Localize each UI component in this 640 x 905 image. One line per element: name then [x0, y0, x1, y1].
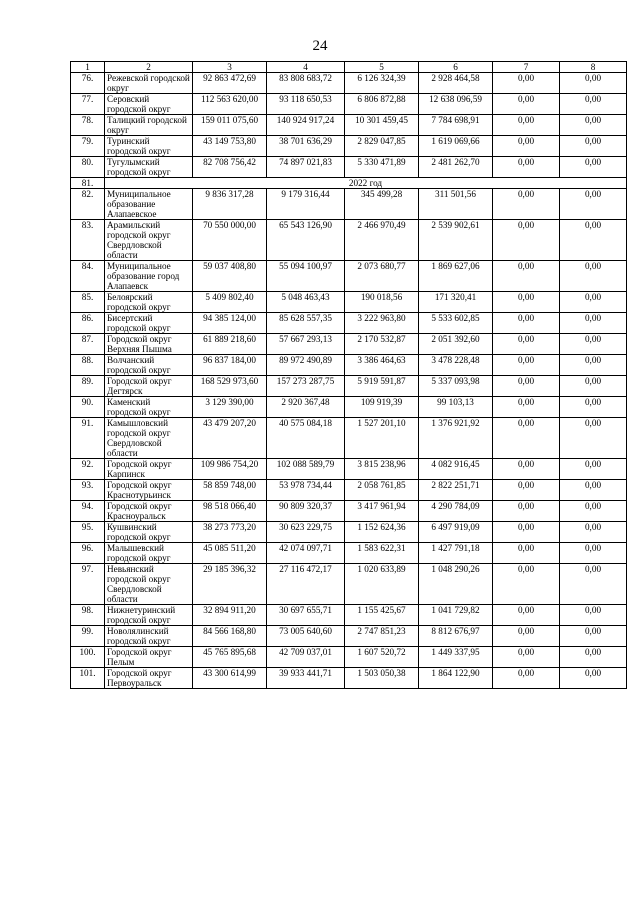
amount-cell-c8: 0,00 [560, 605, 627, 626]
municipality-name: Белоярский городской округ [105, 292, 193, 313]
amount-cell-c6: 311 501,56 [419, 189, 493, 220]
table-row [71, 115, 627, 136]
amount-cell-c3: 58 859 748,00 [193, 480, 267, 501]
municipality-name: Волчанский городской округ [105, 355, 193, 376]
amount-cell-c8: 0,00 [560, 292, 627, 313]
amount-cell-c6: 171 320,41 [419, 292, 493, 313]
municipality-name: Камышловский городской округ Свердловской области [105, 418, 193, 459]
table-row [71, 668, 627, 689]
amount-cell-c6: 4 290 784,09 [419, 501, 493, 522]
amount-cell-c4: 85 628 557,35 [267, 313, 345, 334]
amount-cell-c6: 5 533 602,85 [419, 313, 493, 334]
table-row [71, 292, 627, 313]
amount-cell-c7: 0,00 [493, 334, 560, 355]
amount-cell-c5: 2 073 680,77 [345, 261, 419, 292]
column-header: 5 [345, 62, 419, 73]
amount-cell-c7: 0,00 [493, 157, 560, 178]
municipality-name: Муниципальное образование город Алапаевск [105, 261, 193, 292]
row-number: 85. [71, 292, 105, 313]
amount-cell-c7: 0,00 [493, 313, 560, 334]
column-header: 6 [419, 62, 493, 73]
table-row [71, 157, 627, 178]
amount-cell-c3: 109 986 754,20 [193, 459, 267, 480]
table-row [71, 261, 627, 292]
amount-cell-c3: 98 518 066,40 [193, 501, 267, 522]
amount-cell-c8: 0,00 [560, 522, 627, 543]
table-row [71, 564, 627, 605]
amount-cell-c8: 0,00 [560, 313, 627, 334]
amount-cell-c8: 0,00 [560, 261, 627, 292]
amount-cell-c4: 83 808 683,72 [267, 73, 345, 94]
municipality-name: Городской округ Карпинск [105, 459, 193, 480]
amount-cell-c3: 32 894 911,20 [193, 605, 267, 626]
amount-cell-c7: 0,00 [493, 94, 560, 115]
municipality-name: Арамильский городской округ Свердловской области [105, 220, 193, 261]
municipality-name: Малышевский городской округ [105, 543, 193, 564]
amount-cell-c4: 38 701 636,29 [267, 136, 345, 157]
amount-cell-c7: 0,00 [493, 626, 560, 647]
amount-cell-c8: 0,00 [560, 157, 627, 178]
amount-cell-c5: 3 222 963,80 [345, 313, 419, 334]
year-label: 2022 год [105, 178, 627, 189]
amount-cell-c6: 1 041 729,82 [419, 605, 493, 626]
amount-cell-c5: 1 020 633,89 [345, 564, 419, 605]
amount-cell-c3: 45 085 511,20 [193, 543, 267, 564]
amount-cell-c5: 5 919 591,87 [345, 376, 419, 397]
amount-cell-c3: 112 563 620,00 [193, 94, 267, 115]
amount-cell-c6: 2 928 464,58 [419, 73, 493, 94]
row-number: 90. [71, 397, 105, 418]
amount-cell-c5: 2 058 761,85 [345, 480, 419, 501]
amount-cell-c8: 0,00 [560, 73, 627, 94]
amount-cell-c8: 0,00 [560, 220, 627, 261]
amount-cell-c3: 5 409 802,40 [193, 292, 267, 313]
amount-cell-c8: 0,00 [560, 94, 627, 115]
amount-cell-c8: 0,00 [560, 564, 627, 605]
municipality-name: Талицкий городской округ [105, 115, 193, 136]
row-number: 101. [71, 668, 105, 689]
table-row [71, 73, 627, 94]
budget-table [70, 61, 627, 689]
row-number: 99. [71, 626, 105, 647]
table-row [71, 136, 627, 157]
amount-cell-c3: 70 550 000,00 [193, 220, 267, 261]
table-row [71, 459, 627, 480]
amount-cell-c4: 5 048 463,43 [267, 292, 345, 313]
amount-cell-c4: 55 094 100,97 [267, 261, 345, 292]
amount-cell-c3: 84 566 168,80 [193, 626, 267, 647]
row-number: 98. [71, 605, 105, 626]
amount-cell-c7: 0,00 [493, 220, 560, 261]
amount-cell-c3: 43 479 207,20 [193, 418, 267, 459]
row-number: 93. [71, 480, 105, 501]
row-number: 80. [71, 157, 105, 178]
amount-cell-c7: 0,00 [493, 543, 560, 564]
amount-cell-c4: 157 273 287,75 [267, 376, 345, 397]
amount-cell-c5: 1 503 050,38 [345, 668, 419, 689]
row-number: 92. [71, 459, 105, 480]
amount-cell-c7: 0,00 [493, 397, 560, 418]
amount-cell-c6: 1 427 791,18 [419, 543, 493, 564]
amount-cell-c4: 89 972 490,89 [267, 355, 345, 376]
table-row [71, 543, 627, 564]
amount-cell-c5: 6 126 324,39 [345, 73, 419, 94]
amount-cell-c6: 3 478 228,48 [419, 355, 493, 376]
amount-cell-c7: 0,00 [493, 522, 560, 543]
amount-cell-c5: 6 806 872,88 [345, 94, 419, 115]
row-number: 91. [71, 418, 105, 459]
amount-cell-c7: 0,00 [493, 605, 560, 626]
municipality-name: Городской округ Красноуральск [105, 501, 193, 522]
row-number: 97. [71, 564, 105, 605]
amount-cell-c5: 2 170 532,87 [345, 334, 419, 355]
row-number: 76. [71, 73, 105, 94]
column-header: 7 [493, 62, 560, 73]
amount-cell-c3: 43 300 614,99 [193, 668, 267, 689]
amount-cell-c7: 0,00 [493, 292, 560, 313]
amount-cell-c5: 1 583 622,31 [345, 543, 419, 564]
amount-cell-c6: 6 497 919,09 [419, 522, 493, 543]
row-number: 88. [71, 355, 105, 376]
amount-cell-c8: 0,00 [560, 115, 627, 136]
amount-cell-c5: 3 815 238,96 [345, 459, 419, 480]
row-number: 83. [71, 220, 105, 261]
amount-cell-c4: 53 978 734,44 [267, 480, 345, 501]
municipality-name: Городской округ Первоуральск [105, 668, 193, 689]
amount-cell-c6: 1 376 921,92 [419, 418, 493, 459]
municipality-name: Невьянский городской округ Свердловской области [105, 564, 193, 605]
amount-cell-c4: 74 897 021,83 [267, 157, 345, 178]
table-body [71, 73, 627, 689]
amount-cell-c6: 2 539 902,61 [419, 220, 493, 261]
column-header: 1 [71, 62, 105, 73]
row-number: 86. [71, 313, 105, 334]
municipality-name: Туринский городской округ [105, 136, 193, 157]
amount-cell-c8: 0,00 [560, 376, 627, 397]
row-number: 100. [71, 647, 105, 668]
amount-cell-c7: 0,00 [493, 564, 560, 605]
amount-cell-c8: 0,00 [560, 668, 627, 689]
amount-cell-c5: 2 466 970,49 [345, 220, 419, 261]
amount-cell-c6: 8 812 676,97 [419, 626, 493, 647]
amount-cell-c7: 0,00 [493, 73, 560, 94]
row-number: 77. [71, 94, 105, 115]
table-row [71, 334, 627, 355]
amount-cell-c7: 0,00 [493, 115, 560, 136]
amount-cell-c4: 39 933 441,71 [267, 668, 345, 689]
amount-cell-c7: 0,00 [493, 647, 560, 668]
municipality-name: Муниципальное образование Алапаевское [105, 189, 193, 220]
amount-cell-c6: 1 449 337,95 [419, 647, 493, 668]
amount-cell-c4: 57 667 293,13 [267, 334, 345, 355]
amount-cell-c4: 65 543 126,90 [267, 220, 345, 261]
amount-cell-c4: 9 179 316,44 [267, 189, 345, 220]
amount-cell-c8: 0,00 [560, 418, 627, 459]
amount-cell-c5: 1 152 624,36 [345, 522, 419, 543]
amount-cell-c4: 102 088 589,79 [267, 459, 345, 480]
amount-cell-c3: 29 185 396,32 [193, 564, 267, 605]
table-row [71, 376, 627, 397]
amount-cell-c7: 0,00 [493, 668, 560, 689]
column-header: 8 [560, 62, 627, 73]
amount-cell-c3: 43 149 753,80 [193, 136, 267, 157]
amount-cell-c8: 0,00 [560, 189, 627, 220]
amount-cell-c5: 2 747 851,23 [345, 626, 419, 647]
amount-cell-c7: 0,00 [493, 480, 560, 501]
table-row [71, 605, 627, 626]
amount-cell-c5: 345 499,28 [345, 189, 419, 220]
page-number: 24 [312, 38, 328, 54]
municipality-name: Серовский городской округ [105, 94, 193, 115]
amount-cell-c4: 140 924 917,24 [267, 115, 345, 136]
amount-cell-c6: 2 822 251,71 [419, 480, 493, 501]
municipality-name: Городской округ Пелым [105, 647, 193, 668]
amount-cell-c5: 1 527 201,10 [345, 418, 419, 459]
column-header: 3 [193, 62, 267, 73]
amount-cell-c5: 1 607 520,72 [345, 647, 419, 668]
amount-cell-c8: 0,00 [560, 136, 627, 157]
municipality-name: Нижнетуринский городской округ [105, 605, 193, 626]
amount-cell-c4: 93 118 650,53 [267, 94, 345, 115]
amount-cell-c3: 159 011 075,60 [193, 115, 267, 136]
table-row [71, 397, 627, 418]
column-number-row [71, 62, 627, 73]
row-number: 79. [71, 136, 105, 157]
row-number: 94. [71, 501, 105, 522]
table-row [71, 189, 627, 220]
municipality-name: Кушвинский городской округ [105, 522, 193, 543]
municipality-name: Бисертский городской округ [105, 313, 193, 334]
amount-cell-c5: 109 919,39 [345, 397, 419, 418]
table-row [71, 418, 627, 459]
amount-cell-c5: 5 330 471,89 [345, 157, 419, 178]
amount-cell-c5: 3 417 961,94 [345, 501, 419, 522]
amount-cell-c4: 30 623 229,75 [267, 522, 345, 543]
amount-cell-c7: 0,00 [493, 261, 560, 292]
row-number: 96. [71, 543, 105, 564]
amount-cell-c8: 0,00 [560, 647, 627, 668]
amount-cell-c6: 2 481 262,70 [419, 157, 493, 178]
amount-cell-c3: 61 889 218,60 [193, 334, 267, 355]
table-row [71, 313, 627, 334]
table-row [71, 355, 627, 376]
amount-cell-c6: 12 638 096,59 [419, 94, 493, 115]
amount-cell-c7: 0,00 [493, 376, 560, 397]
amount-cell-c6: 1 619 069,66 [419, 136, 493, 157]
amount-cell-c8: 0,00 [560, 543, 627, 564]
amount-cell-c8: 0,00 [560, 334, 627, 355]
municipality-name: Городской округ Верхняя Пышма [105, 334, 193, 355]
amount-cell-c8: 0,00 [560, 626, 627, 647]
amount-cell-c5: 190 018,56 [345, 292, 419, 313]
amount-cell-c4: 42 074 097,71 [267, 543, 345, 564]
row-number: 89. [71, 376, 105, 397]
amount-cell-c7: 0,00 [493, 501, 560, 522]
municipality-name: Тугулымский городской округ [105, 157, 193, 178]
row-number: 78. [71, 115, 105, 136]
column-header: 2 [105, 62, 193, 73]
amount-cell-c8: 0,00 [560, 480, 627, 501]
amount-cell-c3: 9 836 317,28 [193, 189, 267, 220]
table-row [71, 220, 627, 261]
amount-cell-c6: 1 864 122,90 [419, 668, 493, 689]
amount-cell-c3: 82 708 756,42 [193, 157, 267, 178]
row-number: 82. [71, 189, 105, 220]
table-row [71, 647, 627, 668]
amount-cell-c7: 0,00 [493, 459, 560, 480]
amount-cell-c5: 10 301 459,45 [345, 115, 419, 136]
amount-cell-c7: 0,00 [493, 355, 560, 376]
table-row [71, 480, 627, 501]
municipality-name: Новолялинский городской округ [105, 626, 193, 647]
amount-cell-c3: 45 765 895,68 [193, 647, 267, 668]
amount-cell-c8: 0,00 [560, 355, 627, 376]
municipality-name: Режевской городской округ [105, 73, 193, 94]
amount-cell-c3: 3 129 390,00 [193, 397, 267, 418]
amount-cell-c6: 5 337 093,98 [419, 376, 493, 397]
amount-cell-c8: 0,00 [560, 397, 627, 418]
amount-cell-c7: 0,00 [493, 189, 560, 220]
amount-cell-c3: 38 273 773,20 [193, 522, 267, 543]
table-row [71, 94, 627, 115]
municipality-name: Городской округ Дегтярск [105, 376, 193, 397]
amount-cell-c4: 73 005 640,60 [267, 626, 345, 647]
amount-cell-c6: 4 082 916,45 [419, 459, 493, 480]
row-number: 81. [71, 178, 105, 189]
amount-cell-c4: 2 920 367,48 [267, 397, 345, 418]
amount-cell-c4: 42 709 037,01 [267, 647, 345, 668]
column-header: 4 [267, 62, 345, 73]
row-number: 87. [71, 334, 105, 355]
municipality-name: Городской округ Краснотурьинск [105, 480, 193, 501]
amount-cell-c8: 0,00 [560, 459, 627, 480]
amount-cell-c3: 59 037 408,80 [193, 261, 267, 292]
amount-cell-c6: 2 051 392,60 [419, 334, 493, 355]
amount-cell-c4: 40 575 084,18 [267, 418, 345, 459]
table-row [71, 626, 627, 647]
amount-cell-c3: 96 837 184,00 [193, 355, 267, 376]
amount-cell-c3: 168 529 973,60 [193, 376, 267, 397]
amount-cell-c4: 30 697 655,71 [267, 605, 345, 626]
amount-cell-c4: 27 116 472,17 [267, 564, 345, 605]
amount-cell-c5: 2 829 047,85 [345, 136, 419, 157]
row-number: 84. [71, 261, 105, 292]
table-row [71, 501, 627, 522]
amount-cell-c7: 0,00 [493, 136, 560, 157]
year-section-row [71, 178, 627, 189]
amount-cell-c6: 7 784 698,91 [419, 115, 493, 136]
amount-cell-c6: 99 103,13 [419, 397, 493, 418]
amount-cell-c3: 94 385 124,00 [193, 313, 267, 334]
amount-cell-c5: 1 155 425,67 [345, 605, 419, 626]
row-number: 95. [71, 522, 105, 543]
municipality-name: Каменский городской округ [105, 397, 193, 418]
amount-cell-c7: 0,00 [493, 418, 560, 459]
table-row [71, 522, 627, 543]
amount-cell-c5: 3 386 464,63 [345, 355, 419, 376]
amount-cell-c3: 92 863 472,69 [193, 73, 267, 94]
amount-cell-c6: 1 869 627,06 [419, 261, 493, 292]
amount-cell-c6: 1 048 290,26 [419, 564, 493, 605]
amount-cell-c8: 0,00 [560, 501, 627, 522]
amount-cell-c4: 90 809 320,37 [267, 501, 345, 522]
